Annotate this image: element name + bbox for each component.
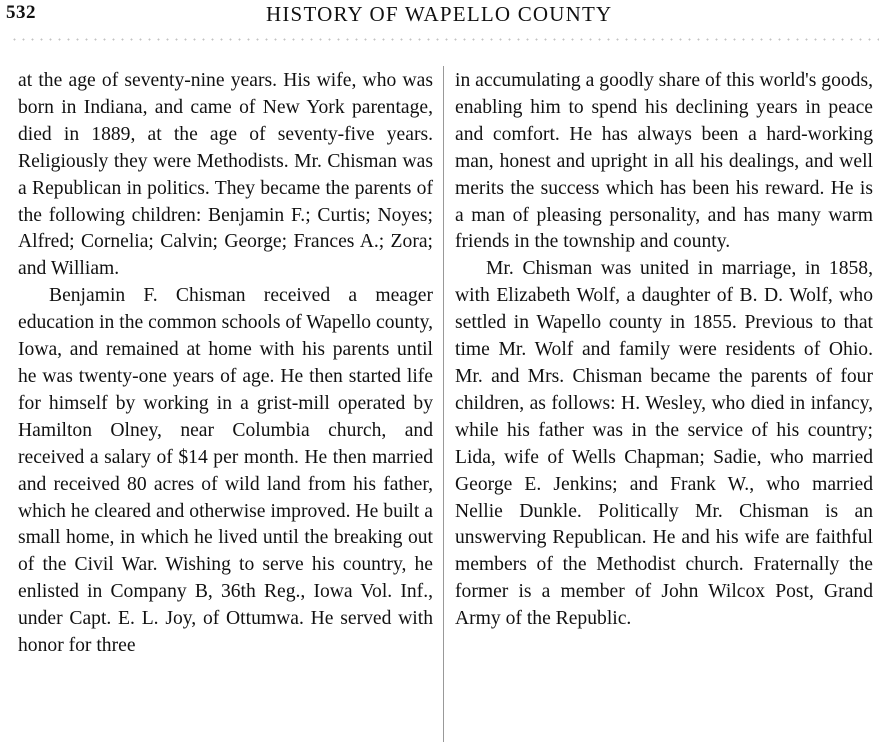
paragraph: Mr. Chisman was united in marriage, in 1858, with Elizabeth Wolf, a daughter of B. D. Wolf, who settled in Wapello county in 1855. Previous to that time Mr. Wolf and family were residents of Ohio. Mr. and Mrs. Chisman became the parents of four children, as follows: H. Wesley, who died in infancy, while his father was in the service of his country; Lida, wife of Wells Chapman; Sadie, who married George E. Jenkins; and Frank W., who married Nellie Dunkle. Politically Mr. Chisman is an unswerving Republican. He and his wife are faithful members of the Methodist church. Fraternally the former is a member of John Wilcox Post, Grand Army of the Republic. (455, 258, 873, 630)
paragraph: Benjamin F. Chisman received a meager education in the common schools of Wapello county, Iowa, and remained at home with his parents until he was twenty-one years of age. He then started life for himself by working in a grist-mill operated by Hamilton Olney, near Columbia church, and received a salary of $14 per month. He then married and received 80 acres of wild land from his father, which he cleared and otherwise improved. He built a small home, in which he lived until the breaking out of the Civil War. Wishing to serve his country, he enlisted in Company B, 36th Reg., Iowa Vol. Inf., under Capt. E. L. Joy, of Ottumwa. He served with honor for three (18, 285, 433, 657)
column-gutter-rule (443, 66, 444, 742)
paragraph: in accumulating a goodly share of this world's goods, enabling him to spend his declining years in peace and comfort. He has always been a hard-working man, honest and upright in all his dealings, and well merits the success which has been his reward. He is a man of pleasing personality, and has many warm friends in the township and county. (455, 70, 873, 253)
running-head-title: HISTORY OF WAPELLO COUNTY (266, 2, 613, 26)
paragraph: at the age of seventy-nine years. His wife, who was born in Indiana, and came of New York parentage, died in 1889, at the age of seventy-five years. Religiously they were Methodists. Mr. Chisman was a Republican in politics. They became the parents of the following children: Benjamin F.; Curtis; Noyes; Alfred; Cornelia; Calvin; George; Frances A.; Zora; and William. (18, 70, 433, 280)
right-column (455, 68, 873, 633)
header-rule (10, 37, 879, 42)
left-column (18, 68, 433, 660)
page-number: 532 (6, 2, 36, 23)
